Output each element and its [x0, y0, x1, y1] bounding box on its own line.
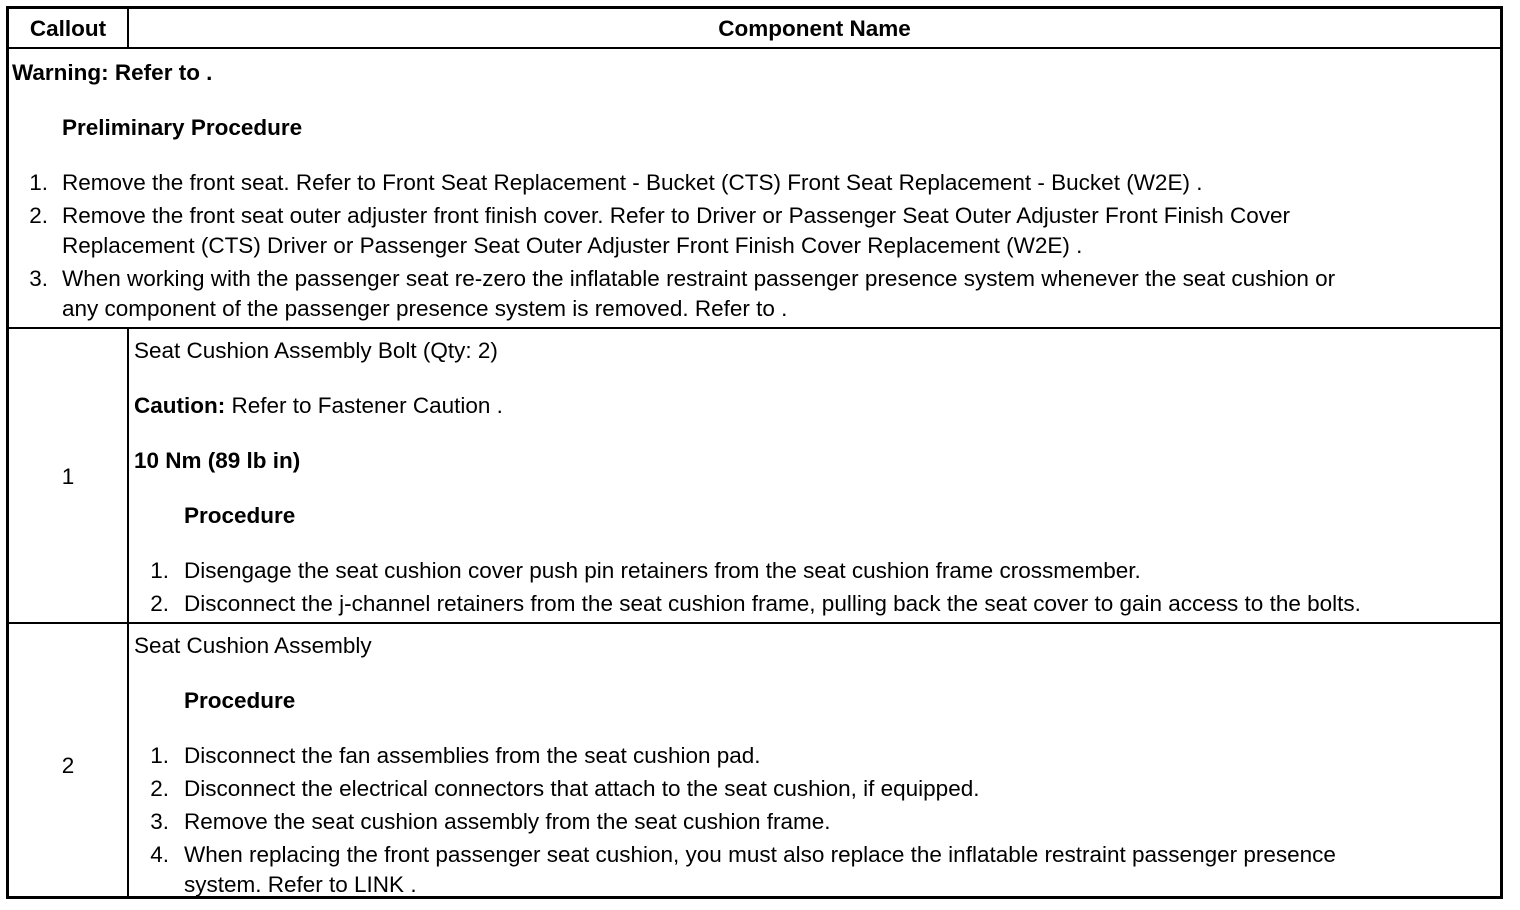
step-1-num: 1.	[150, 558, 169, 583]
warning-label: Warning:	[12, 60, 109, 85]
pre-step-1-num: 1.	[29, 170, 48, 195]
step-1-text: Disengage the seat cushion cover push pin retainers from the seat cushion frame crossmember.	[184, 558, 1141, 583]
callout-number: 2	[61, 753, 75, 778]
torque-spec: 10 Nm (89 lb in)	[134, 448, 301, 473]
pre-step-1-text: Remove the front seat. Refer to Front Seat Replacement - Bucket (CTS) Front Seat Replacement - Bucket (W2E) .	[62, 170, 1203, 195]
callout-number: 1	[61, 464, 75, 489]
pre-step-3-line-2: any component of the passenger presence system is removed. Refer to .	[62, 296, 788, 321]
pre-step-3-num: 3.	[29, 266, 48, 291]
header-component-name: Component Name	[718, 16, 911, 41]
caution-label: Caution:	[134, 393, 226, 418]
step-1-num: 1.	[150, 743, 169, 768]
pre-step-2-line-1: Remove the front seat outer adjuster front finish cover. Refer to Driver or Passenger Seat Outer Adjuster Front Finish Cover	[62, 203, 1291, 228]
component-title: Seat Cushion Assembly Bolt (Qty: 2)	[134, 338, 498, 363]
table-row	[9, 624, 1500, 896]
step-2-num: 2.	[150, 776, 169, 801]
step-3-num: 3.	[150, 809, 169, 834]
procedure-heading: Procedure	[184, 503, 296, 528]
pre-step-2-line-2: Replacement (CTS) Driver or Passenger Seat Outer Adjuster Front Finish Cover Replacement (W2E) .	[62, 233, 1083, 258]
pre-step-2-num: 2.	[29, 203, 48, 228]
pre-step-3-line-1: When working with the passenger seat re-zero the inflatable restraint passenger presence system whenever the seat cushion or	[62, 266, 1336, 291]
step-2-text: Disconnect the j-channel retainers from the seat cushion frame, pulling back the seat cover to gain access to the bolts.	[184, 591, 1361, 616]
table-header-row	[9, 9, 1500, 49]
step-2-num: 2.	[150, 591, 169, 616]
component-table	[6, 6, 1503, 899]
step-4-num: 4.	[150, 842, 169, 867]
step-4-line-2: system. Refer to LINK .	[184, 872, 417, 897]
callout-cell	[9, 329, 129, 622]
table-row	[9, 329, 1500, 624]
warning-text: Refer to .	[114, 60, 213, 85]
preliminary-section	[9, 49, 1500, 329]
procedure-heading: Procedure	[184, 688, 296, 713]
step-1-text: Disconnect the fan assemblies from the seat cushion pad.	[184, 743, 761, 768]
step-2-text: Disconnect the electrical connectors that attach to the seat cushion, if equipped.	[184, 776, 980, 801]
step-3-text: Remove the seat cushion assembly from the seat cushion frame.	[184, 809, 831, 834]
step-4-line-1: When replacing the front passenger seat cushion, you must also replace the inflatable restraint passenger presence	[184, 842, 1336, 867]
callout-cell	[9, 624, 129, 896]
component-title: Seat Cushion Assembly	[134, 633, 372, 658]
header-callout: Callout	[9, 9, 129, 47]
caution-line	[134, 391, 503, 421]
warning-line	[12, 58, 212, 88]
caution-text: Refer to Fastener Caution .	[231, 393, 503, 418]
preliminary-heading: Preliminary Procedure	[62, 115, 303, 140]
